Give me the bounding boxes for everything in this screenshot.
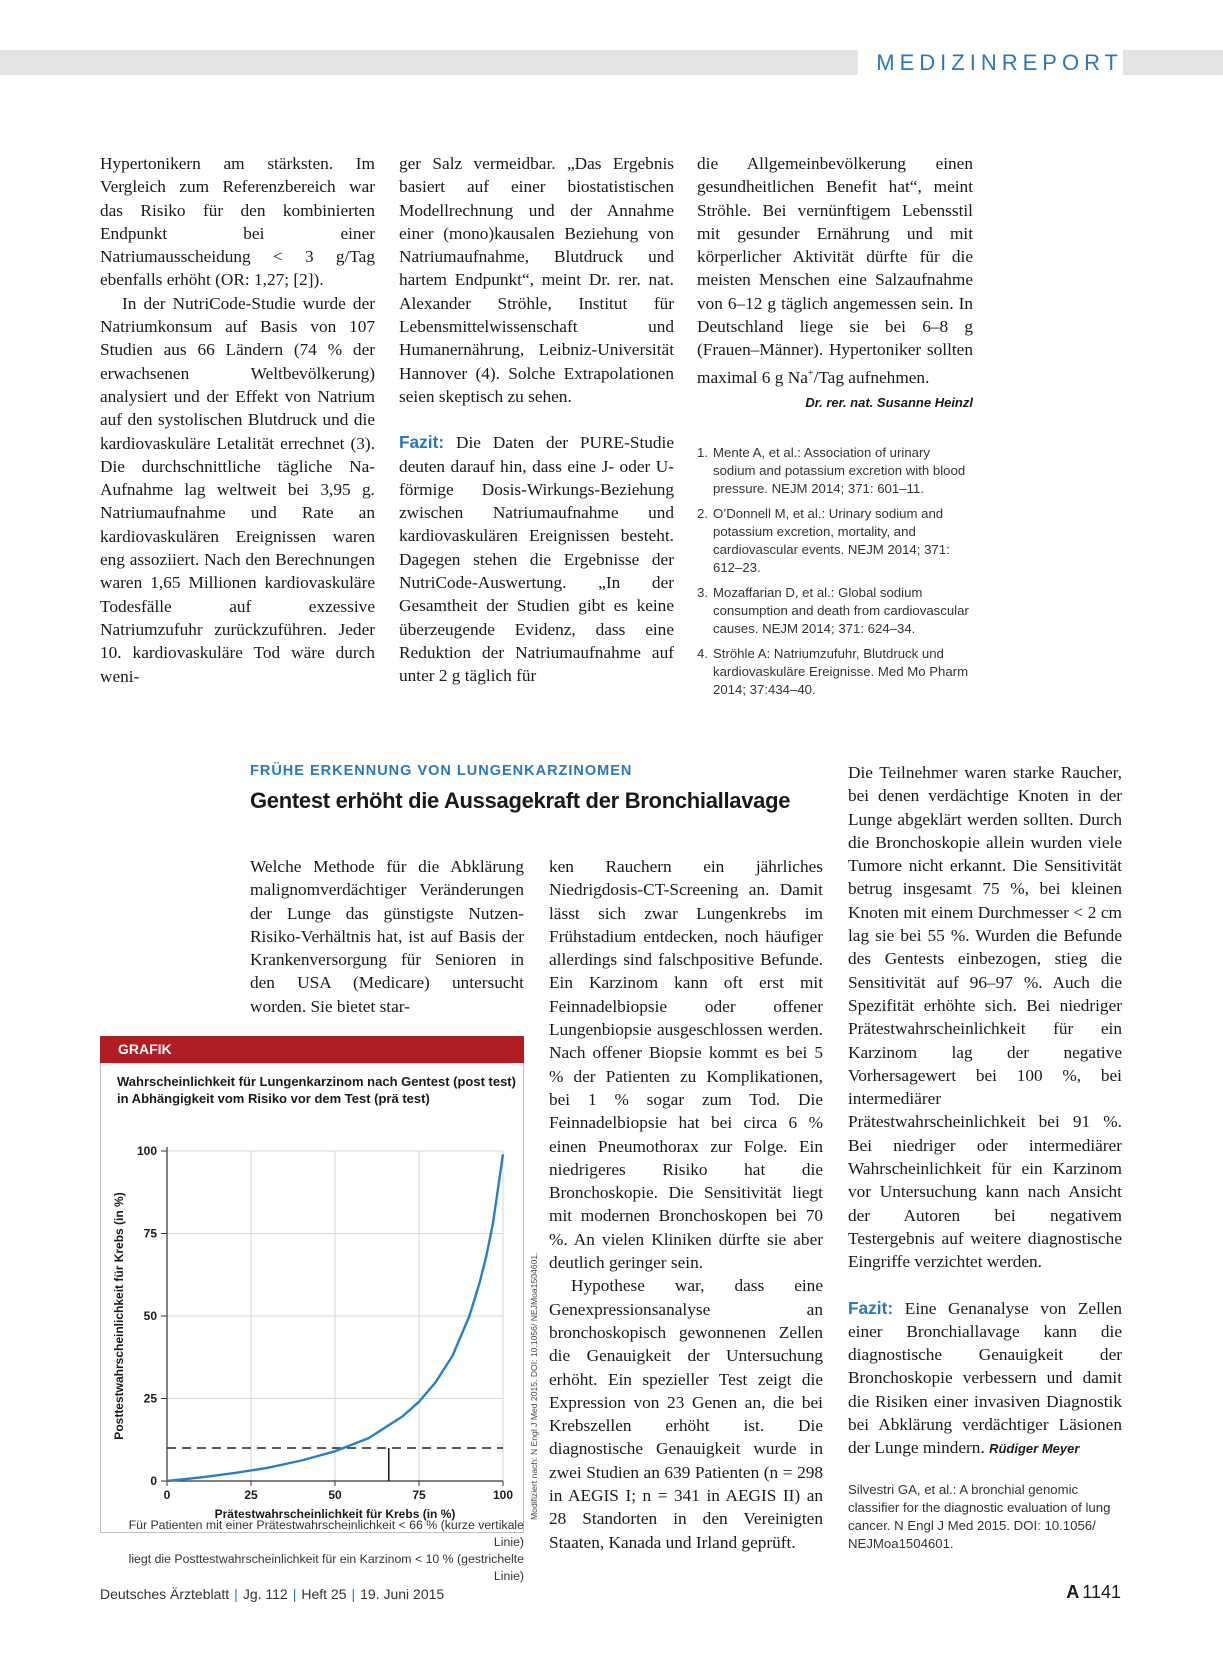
reference-number: 1. [697,445,708,460]
y-tick-label: 100 [136,1144,157,1158]
figure-grafik [100,1036,524,1533]
superscript-plus: + [807,367,814,379]
article2-column-1 [250,855,524,1018]
reference-number: 2. [697,506,708,521]
y-tick-label: 50 [143,1309,157,1323]
caption-line: Für Patienten mit einer Prätestwahrscheinlichkeit < 66 % (kurze vertikale Linie) [128,1518,524,1549]
reference-text: Mente A, et al.: Association of urinary sodium and potassium excretion with blood pressure. NEJM 2014; 371: 601–11. [713,445,966,496]
article2-column-2 [549,855,823,1554]
journal-volume: Jg. 112 [242,1586,288,1602]
paragraph: In der NutriCode-Studie wurde der Natriumkonsum auf Basis von 107 Studien aus 66 Ländern (74 % der erwachsenen Weltbevölkerung) analysiert und der Effekt von Natrium auf den systolischen Blutdruck und die kardiovaskuläre Letalität errechnet (3). Die durchschnittliche tägliche Na-Aufnahme lag weltweit bei 3,95 g. Natriumaufnahme und Rate an kardiovaskulären Ereignissen waren eng assoziiert. Nach den Berechnungen waren 1,65 Millionen kardiovaskuläre Todesfälle auf exzessive Natriumzufuhr zurückzuführen. Jeder 10. kardiovaskuläre Tod wäre durch weni- [100,293,375,686]
paragraph: ken Rauchern ein jährliches Niedrigdosis-CT-Screening an. Damit lässt sich zwar Lungenkrebs im Frühstadium entdecken, noch häufiger allerdings sind falschpositive Befunde. Ein Karzinom kann oft erst mit Feinnadelbiopsie oder offener Lungenbiopsie ausgeschlossen werden. Nach offener Biopsie kommt es bei 5 % der Patienten zu Komplikationen, bei 1 % sogar zum Tod. Die Feinnadelbiopsie hat bei circa 6 % einen Pneumothorax zur Folge. Ein niedrigeres Risiko hat die Bronchoskopie. Die Sensitivität liegt mit modernen Bronchoskopen bei 70 %. An vielen Kliniken dürfte sie aber deutlich geringer sein. [549,857,823,1273]
reference-text: Mozaffarian D, et al.: Global sodium consumption and death from cardiovascular causes. NEJM 2014; 371: 624–34. [713,585,969,636]
paragraph [697,152,973,389]
fazit-paragraph [399,431,674,687]
caption-line: liegt die Posttestwahrscheinlichkeit für ein Karzinom < 10 % (gestrichelte Linie) [128,1552,524,1583]
reference-item [697,505,973,577]
journal-name: Deutsches Ärzteblatt [100,1586,230,1602]
figure-label: GRAFIK [100,1036,524,1063]
article2-column-3 [848,761,1122,1461]
reference-number: 4. [697,646,708,661]
x-tick-label: 75 [412,1488,426,1502]
reference-text: Ströhle A: Natriumzufuhr, Blutdruck und kardiovaskuläre Ereignisse. Med Mo Pharm 2014; 37:434–40. [713,646,969,697]
reference-item [697,645,973,699]
section-label: MEDIZINREPORT [858,50,1123,75]
page-number [1066,1582,1121,1603]
x-axis-title: Prätestwahrscheinlichkeit für Krebs (in %) [214,1507,456,1521]
paragraph: Die Teilnehmer waren starke Raucher, bei denen verdächtige Knoten in der Lunge abgeklärt werden sollten. Durch die Bronchoskopie allein wurden viele Tumore nicht erkannt. Die Sensitivität betrug insgesamt 75 %, bei kleinen Knoten mit einem Durchmesser < 2 cm lag sie bei 55 %. Wurden die Befunde des Gentests einbezogen, stieg die Sensitivität auf 96–97 %. Auch die Spezifität erhöhte sich. Bei niedriger Prätestwahrscheinlichkeit für ein Karzinom lag der negative Vorhersagewert bei 100 %, bei intermediärer Prätestwahrscheinlichkeit bei 91 %. Bei niedriger oder intermediärer Wahrscheinlichkeit für ein Karzinom vor Untersuchung kann nach Ansicht der Autoren bei negativem Testergebnis auf weitere diagnostische Eingriffe verzichtet werden. [848,763,1122,1272]
fazit-text: Die Daten der PURE-Studie deuten darauf hin, dass eine J- oder U-förmige Dosis-Wirkungs-Beziehung zwischen Natriumaufnahme und kardiovaskulären Ereignissen besteht. Dagegen stehen die Ergebnisse der NutriCode-Auswertung. „In der Gesamtheit der Studien gibt es keine überzeugende Evidenz, dass eine Reduktion der Natriumaufnahme auf unter 2 g täglich für [399,433,674,686]
fazit-paragraph [848,1297,1122,1461]
y-tick-label: 75 [143,1226,157,1241]
chart-title: Wahrscheinlichkeit für Lungenkarzinom nach Gentest (post test) in Abhängigkeit vom Risiko vor dem Test (prä test) [117,1074,516,1106]
fazit-label: Fazit: [399,432,445,453]
x-tick-label: 50 [328,1488,342,1502]
journal-issue: Heft 25 [301,1586,347,1602]
article2-kicker: FRÜHE ERKENNUNG VON LUNGENKARZINOMEN [250,763,633,779]
article1-column-1 [100,152,375,688]
paragraph: ger Salz vermeidbar. „Das Ergebnis basiert auf einer biostatistischen Modellrechnung und der Annahme einer (mono)kausalen Beziehung von Natriumaufnahme, Blutdruck und hartem Endpunkt“, meint Dr. rer. nat. Alexander Ströhle, Institut für Lebensmittelwissenschaft und Humanernährung, Leibniz-Universität Hannover (4). Solche Extrapolationen seien skeptisch zu sehen. [399,154,674,406]
paragraph: Welche Methode für die Abklärung malignomverdächtiger Veränderungen der Lunge das günstigste Nutzen-Risiko-Verhältnis hat, ist auf Basis der Krankenversorgung für Senioren in den USA (Medicare) untersucht worden. Sie bietet star- [250,857,524,1016]
author-byline: Dr. rer. nat. Susanne Heinzl [805,394,973,410]
reference-item [697,584,973,638]
footer-citation: Deutsches Ärzteblatt | Jg. 112 | Heft 25 | 19. Juni 2015 [100,1586,445,1602]
reference-item [697,444,973,498]
reference-text: O’Donnell M, et al.: Urinary sodium and potassium excretion, mortality, and cardiovascular events. NEJM 2014; 371: 612–23. [713,506,950,575]
fazit-text: Eine Genanalyse von Zellen einer Bronchiallavage kann die diagnostische Genauigkeit der Bronchoskopie verbessern und damit die Risiken einer invasiven Diagnostik bei Abklärung verdächtiger Läsionen der Lunge mindern. [848,1298,1122,1458]
paragraph-text-end: /Tag aufnehmen. [813,367,930,387]
figure-caption [100,1517,524,1585]
author-byline: Rüdiger Meyer [989,1441,1080,1457]
page-value: 1141 [1082,1582,1121,1602]
x-tick-label: 25 [244,1488,258,1502]
chart-panel [100,1063,524,1533]
paragraph-text: die Allgemeinbevölkerung einen gesundheitlichen Benefit hat“, meint Ströhle. Bei vernünftigem Lebensstil mit gesunder Ernährung und mit körperlicher Aktivität dürfte für die meisten Menschen eine Salzaufnahme von 6–12 g täglich angemessen sein. In Deutschland liege sie bei 6–8 g (Frauen–Männer). Hypertoniker sollten maximal 6 g Na [697,154,973,387]
y-tick-label: 25 [143,1391,157,1406]
chart-plot [101,1063,525,1533]
paragraph: Hypertonikern am stärksten. Im Vergleich zum Referenzbereich war das Risiko für den kombinierten Endpunkt bei einer Natriumausscheidung < 3 g/Tag ebenfalls erhöht (OR: 1,27; [2]). [100,154,375,290]
article1-column-3 [697,152,973,414]
journal-date: 19. Juni 2015 [360,1586,445,1602]
article1-column-2 [399,152,674,688]
x-tick-label: 0 [163,1488,171,1502]
article2-headline: Gentest erhöht die Aussagekraft der Bronchiallavage [250,788,791,813]
reference-list [697,444,973,706]
figure-source-note: Modifiziert nach: N Engl J Med 2015. DOI: 10.1056/ NEJMoa1504601. [529,1252,539,1520]
y-tick-label: 0 [150,1474,157,1488]
x-tick-label: 100 [492,1488,514,1502]
reference-number: 3. [697,585,708,600]
article2-reference: Silvestri GA, et al.: A bronchial genomic classifier for the diagnostic evaluation of lung cancer. N Engl J Med 2015. DOI: 10.1056/ NEJMoa1504601. [848,1482,1111,1551]
paragraph: Hypothese war, dass eine Genexpressionsanalyse an bronchoskopisch gewonnenen Zellen die Genauigkeit der Untersuchung erhöht. Ein spezieller Test zeigt die Expression von 23 Genen an, die bei Krebszellen erhöht ist. Die diagnostische Genauigkeit wurde in zwei Studien an 639 Patienten (n = 298 in AEGIS I; n = 341 in AEGIS II) an 28 Standorten in den Vereinigten Staaten, Kanada und Irland geprüft. [549,1276,823,1552]
fazit-label: Fazit: [848,1297,894,1318]
page-prefix: A [1066,1582,1080,1602]
y-axis-title: Posttestwahrscheinlichkeit für Krebs (in %) [112,1192,126,1440]
